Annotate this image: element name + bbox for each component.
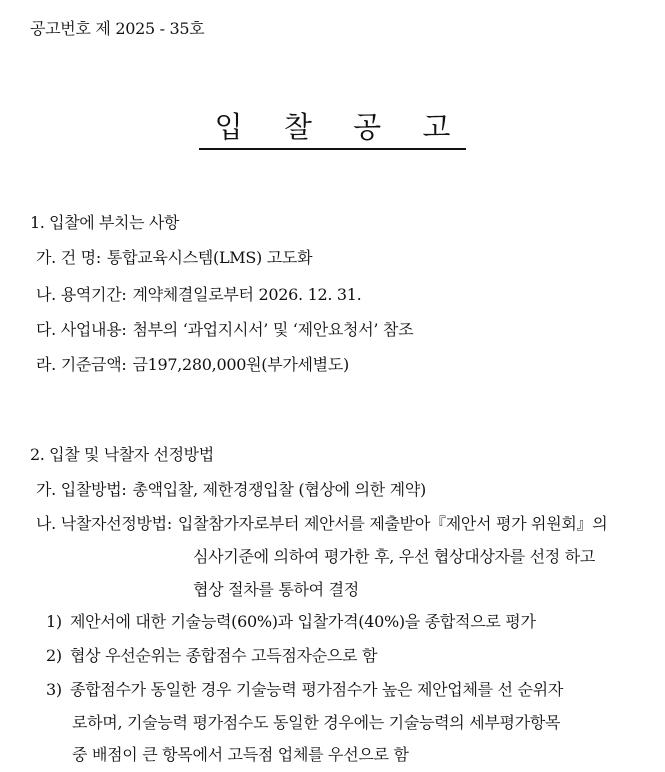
section1-item-ra bbox=[36, 352, 349, 375]
item-value: 총액입찰, 제한경쟁입찰 (협상에 의한 계약) bbox=[132, 480, 426, 499]
item-text: 협상 우선순위는 종합점수 고득점자순으로 함 bbox=[70, 646, 378, 665]
section2-item-na-line3: 협상 절차를 통하여 결정 bbox=[193, 580, 359, 599]
section2-item-ga bbox=[36, 477, 426, 500]
item-value: 계약체결일로부터 2026. 12. 31. bbox=[132, 285, 362, 304]
item-label: 나. 용역기간: bbox=[36, 285, 127, 304]
item-value: 입찰참가자로부터 제안서를 제출받아『제안서 평가 위원회』의 bbox=[177, 514, 608, 533]
section2-item-na bbox=[36, 511, 607, 534]
section1-item-ga bbox=[36, 245, 312, 268]
item-label: 가. 입찰방법: bbox=[36, 480, 127, 499]
item-number: 3) bbox=[46, 680, 62, 699]
document-title: 입 찰 공 고 bbox=[199, 110, 467, 150]
item-number: 1) bbox=[46, 612, 62, 631]
section1-heading: 1. 입찰에 부치는 사항 bbox=[30, 213, 179, 232]
document-title-wrap bbox=[0, 110, 665, 150]
notice-number: 공고번호 제 2025 - 35호 bbox=[30, 19, 205, 38]
item-text: 제안서에 대한 기술능력(60%)과 입찰가격(40%)을 종합적으로 평가 bbox=[70, 612, 536, 631]
item-text: 종합점수가 동일한 경우 기술능력 평가점수가 높은 제안업체를 선 순위자 bbox=[70, 680, 563, 699]
numbered-item-3-line3: 중 배점이 큰 항목에서 고득점 업체를 우선으로 함 bbox=[72, 745, 409, 764]
section2-item-na-line2: 심사기준에 의하여 평가한 후, 우선 협상대상자를 선정 하고 bbox=[193, 547, 596, 566]
section2-heading: 2. 입찰 및 낙찰자 선정방법 bbox=[30, 445, 214, 464]
item-label: 나. 낙찰자선정방법: bbox=[36, 514, 172, 533]
numbered-item-3-line2: 로하며, 기술능력 평가점수도 동일한 경우에는 기술능력의 세부평가항목 bbox=[72, 713, 561, 732]
section1-item-na bbox=[36, 282, 361, 305]
item-value: 통합교육시스템(LMS) 고도화 bbox=[106, 248, 313, 267]
section1-item-da bbox=[36, 317, 413, 340]
item-label: 다. 사업내용: bbox=[36, 320, 127, 339]
item-number: 2) bbox=[46, 646, 62, 665]
numbered-item-3 bbox=[46, 677, 563, 700]
numbered-item-1 bbox=[46, 609, 536, 632]
item-value: 첨부의 ‘과업지시서’ 및 ‘제안요청서’ 참조 bbox=[132, 320, 414, 339]
item-label: 라. 기준금액: bbox=[36, 355, 127, 374]
numbered-item-2 bbox=[46, 643, 377, 666]
item-value: 금197,280,000원(부가세별도) bbox=[132, 355, 349, 374]
item-label: 가. 건 명: bbox=[36, 248, 101, 267]
